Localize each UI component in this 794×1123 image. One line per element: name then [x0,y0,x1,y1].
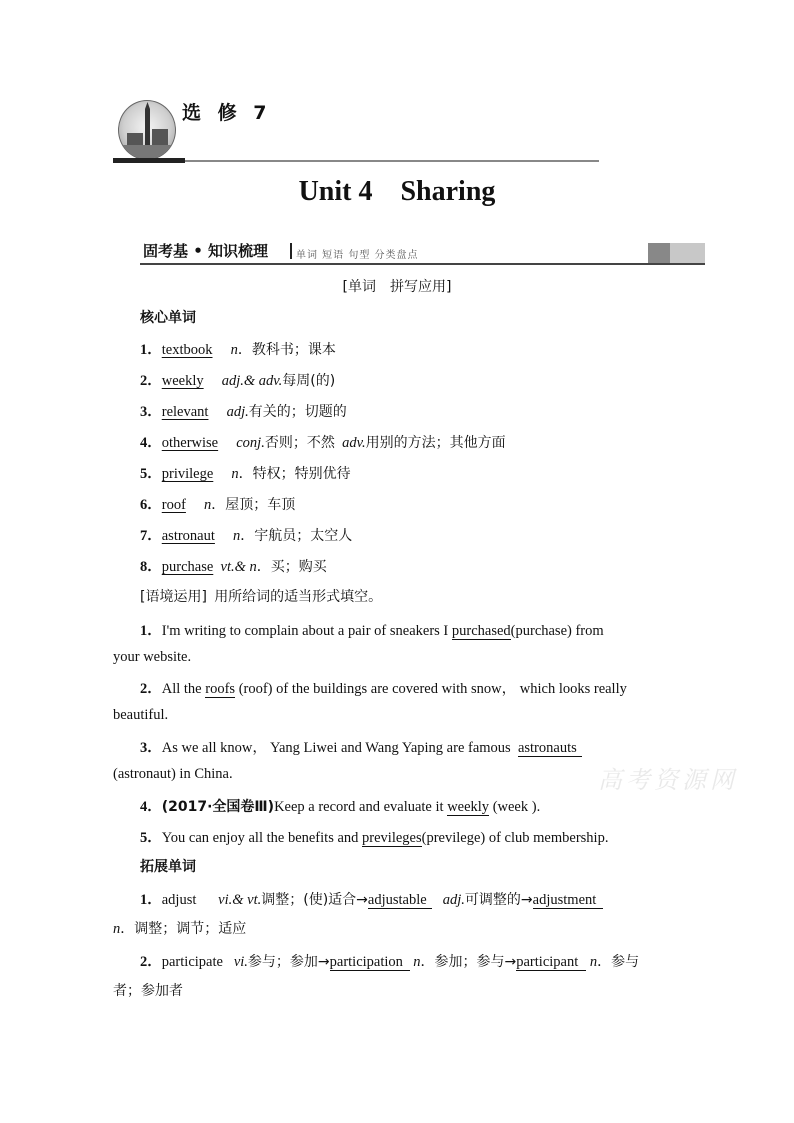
list-item: 2．weekly adj.& adv.每周(的) [140,373,336,389]
answer-blank: previleges [362,830,422,846]
answer-blank: roofs [205,681,236,697]
answer-blank: participant [516,954,586,971]
core-words-heading: 核心单词 [140,310,196,326]
ext-item-1-cont: n．调整；调节；适应 [113,921,247,937]
answer-blank: adjustable [368,892,432,909]
list-item: 5．privilege n．特权；特别优待 [140,466,351,482]
watermark: 高考资源网 [598,766,738,794]
answer-blank: weekly [447,799,490,815]
list-item: 7．astronaut n．宇航员；太空人 [140,528,353,544]
list-item: 8．purchase vt.& n．买；购买 [140,559,327,575]
subsection-label: [单词 拼写应用] [342,279,452,295]
sentence-5: 5．You can enjoy all the benefits and previleges(previlege) of club membership. [140,830,609,846]
section-heading: 固考基 • 知识梳理 [143,242,269,260]
context-instruction: [语境运用] 用所给词的适当形式填空。 [140,589,383,605]
sentence-1: 1．I'm writing to complain about a pair of sneakers I purchased(purchase) from [140,623,604,639]
sentence-3-cont: (astronaut) in China. [113,766,233,782]
page-title: Unit 4 Sharing [298,176,496,207]
ext-item-1: 1．adjust vi.& vt.调整；(使)适合→adjustable adj.可调整的→adjustment [140,888,603,909]
sentence-1-cont: your website. [113,649,192,665]
list-item: 6．roof n．屋顶；车顶 [140,497,296,513]
section-decor-light [670,243,705,263]
extended-words-heading: 拓展单词 [140,859,196,875]
ext-item-2: 2．participate vi.参与；参加→participation n．参加；参与→participant n．参与 [140,954,640,970]
header-rule [113,160,599,162]
sentence-3: 3．As we all know， Yang Liwei and Wang Yaping are famous astronauts [140,736,582,757]
answer-blank: adjustment [533,892,603,909]
ext-item-2-cont: 者；参加者 [113,983,183,999]
series-label: 选 修 7 [182,102,272,124]
answer-blank: participation [330,954,410,971]
answer-blank: purchased [451,623,511,639]
sentence-4: 4．(2017·全国卷Ⅲ)Keep a record and evaluate it weekly (week ). [140,799,541,815]
unit-logo-image [118,100,176,160]
answer-blank: astronauts [518,740,582,757]
header-rule-accent [113,158,185,163]
list-item: 3．relevant adj.有关的；切题的 [140,404,347,420]
list-item: 4．otherwise conj.否则；不然 adv.用别的方法；其他方面 [140,435,506,451]
list-item: 1．textbook n．教科书；课本 [140,342,336,358]
section-decor-dark [648,243,670,263]
section-divider [290,243,292,259]
section-subheading: 单词 短语 句型 分类盘点 [296,250,419,261]
section-rule [140,263,705,265]
sentence-2: 2．All the roofs (roof) of the buildings are covered with snow， which looks really [140,681,627,697]
sentence-2-cont: beautiful. [113,707,169,723]
